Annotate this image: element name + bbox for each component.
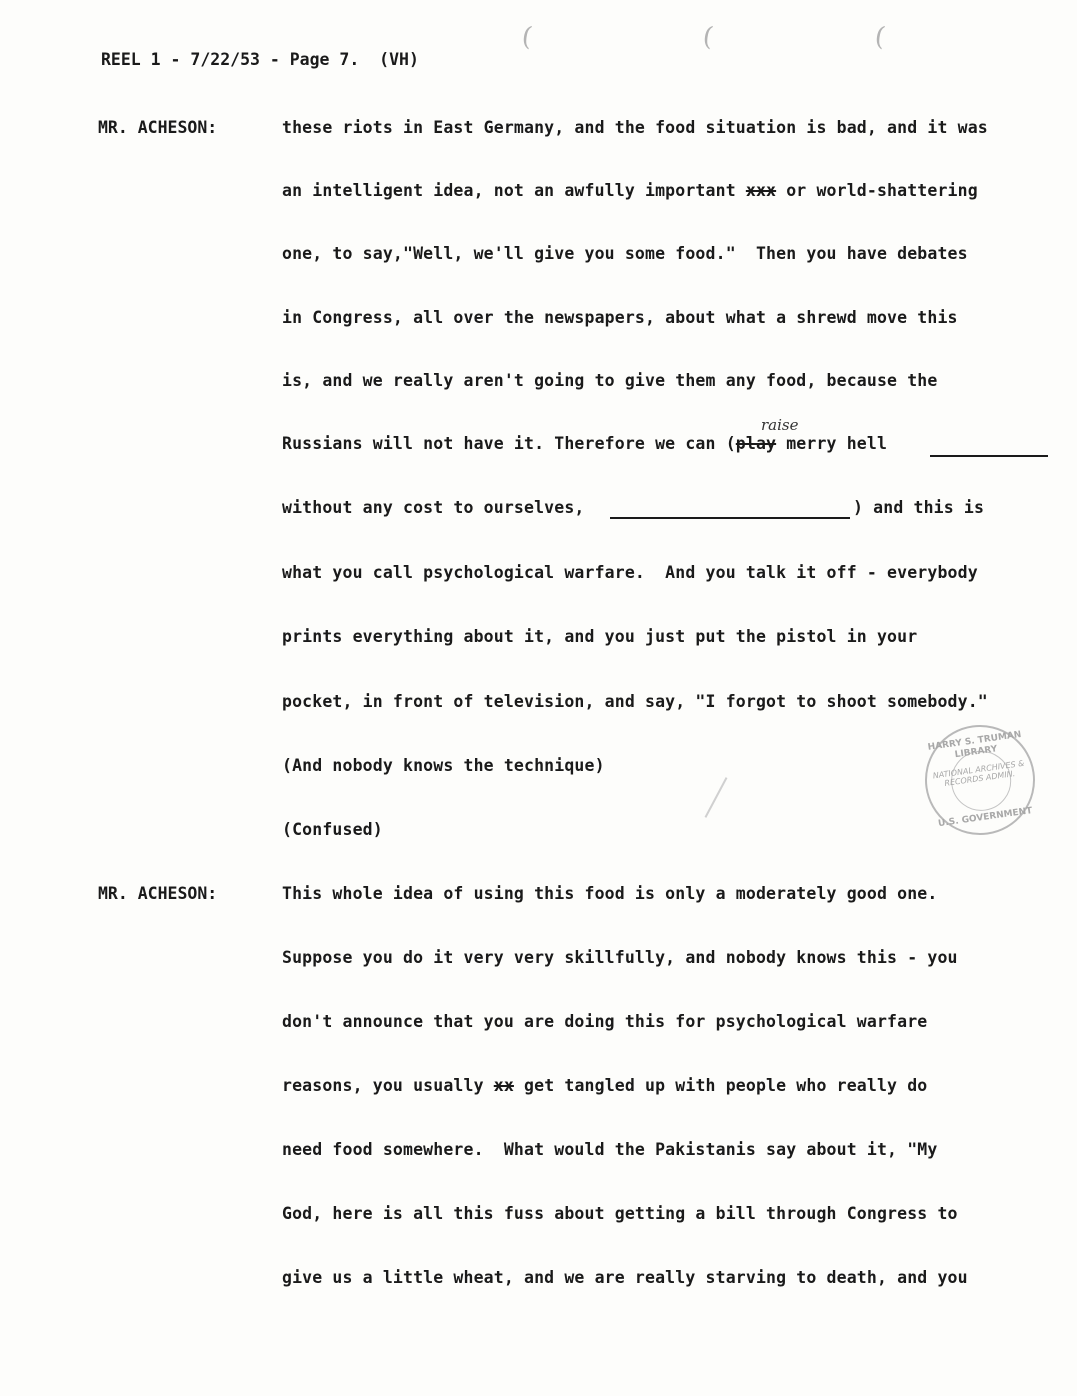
transcript-line: without any cost to ourselves,	[282, 498, 585, 517]
margin-mark: (	[700, 21, 716, 53]
speaker-label: MR. ACHESON:	[98, 884, 218, 903]
stage-note: (Confused)	[282, 820, 383, 839]
transcript-line: ) and this is	[853, 498, 985, 517]
handwritten-annotation: raise	[761, 416, 799, 434]
transcript-line: an intelligent idea, not an awfully important xxx or world-shattering	[282, 181, 978, 200]
struck-text: xxx	[745, 181, 777, 200]
faint-pencil-mark	[705, 777, 728, 818]
transcript-line: Russians will not have it. Therefore we can (play merry hell	[282, 434, 888, 453]
transcript-line: give us a little wheat, and we are really starving to death, and you	[282, 1268, 968, 1287]
transcript-line: reasons, you usually xx get tangled up with people who really do	[282, 1076, 928, 1095]
transcript-line: Suppose you do it very very skillfully, and nobody knows this - you	[282, 948, 958, 967]
transcript-line: God, here is all this fuss about getting a bill through Congress to	[282, 1204, 958, 1223]
stamp-bottom-text: U.S. GOVERNMENT	[937, 806, 1033, 830]
transcript-line: what you call psychological warfare. And you talk it off - everybody	[282, 563, 978, 582]
speaker-label: MR. ACHESON:	[98, 118, 218, 137]
transcript-line: prints everything about it, and you just put the pistol in your	[282, 627, 918, 646]
margin-mark: (	[872, 21, 888, 53]
blank-line	[930, 455, 1048, 457]
margin-mark: (	[519, 21, 535, 53]
transcript-line: don't announce that you are doing this for psychological warfare	[282, 1012, 928, 1031]
transcript-line: is, and we really aren't going to give them any food, because the	[282, 371, 938, 390]
transcript-line: pocket, in front of television, and say, "I forgot to shoot somebody."	[282, 692, 988, 711]
stamp-center-text: NATIONAL ARCHIVES & RECORDS ADMIN.	[932, 758, 1025, 788]
transcript-line: need food somewhere. What would the Pakistanis say about it, "My	[282, 1140, 938, 1159]
transcript-line: these riots in East Germany, and the food situation is bad, and it was	[282, 118, 988, 137]
transcript-line: (And nobody knows the technique)	[282, 756, 605, 775]
transcript-line: in Congress, all over the newspapers, about what a shrewd move this	[282, 308, 958, 327]
archive-stamp	[918, 718, 1042, 842]
stamp-top-text: HARRY S. TRUMAN LIBRARY	[927, 729, 1022, 761]
page-header: REEL 1 - 7/22/53 - Page 7. (VH)	[101, 50, 419, 69]
struck-text: play	[735, 434, 777, 453]
transcript-line: one, to say,"Well, we'll give you some food." Then you have debates	[282, 244, 968, 263]
struck-text: xx	[493, 1076, 514, 1095]
blank-line	[610, 517, 850, 519]
transcript-line: This whole idea of using this food is only a moderately good one.	[282, 884, 938, 903]
